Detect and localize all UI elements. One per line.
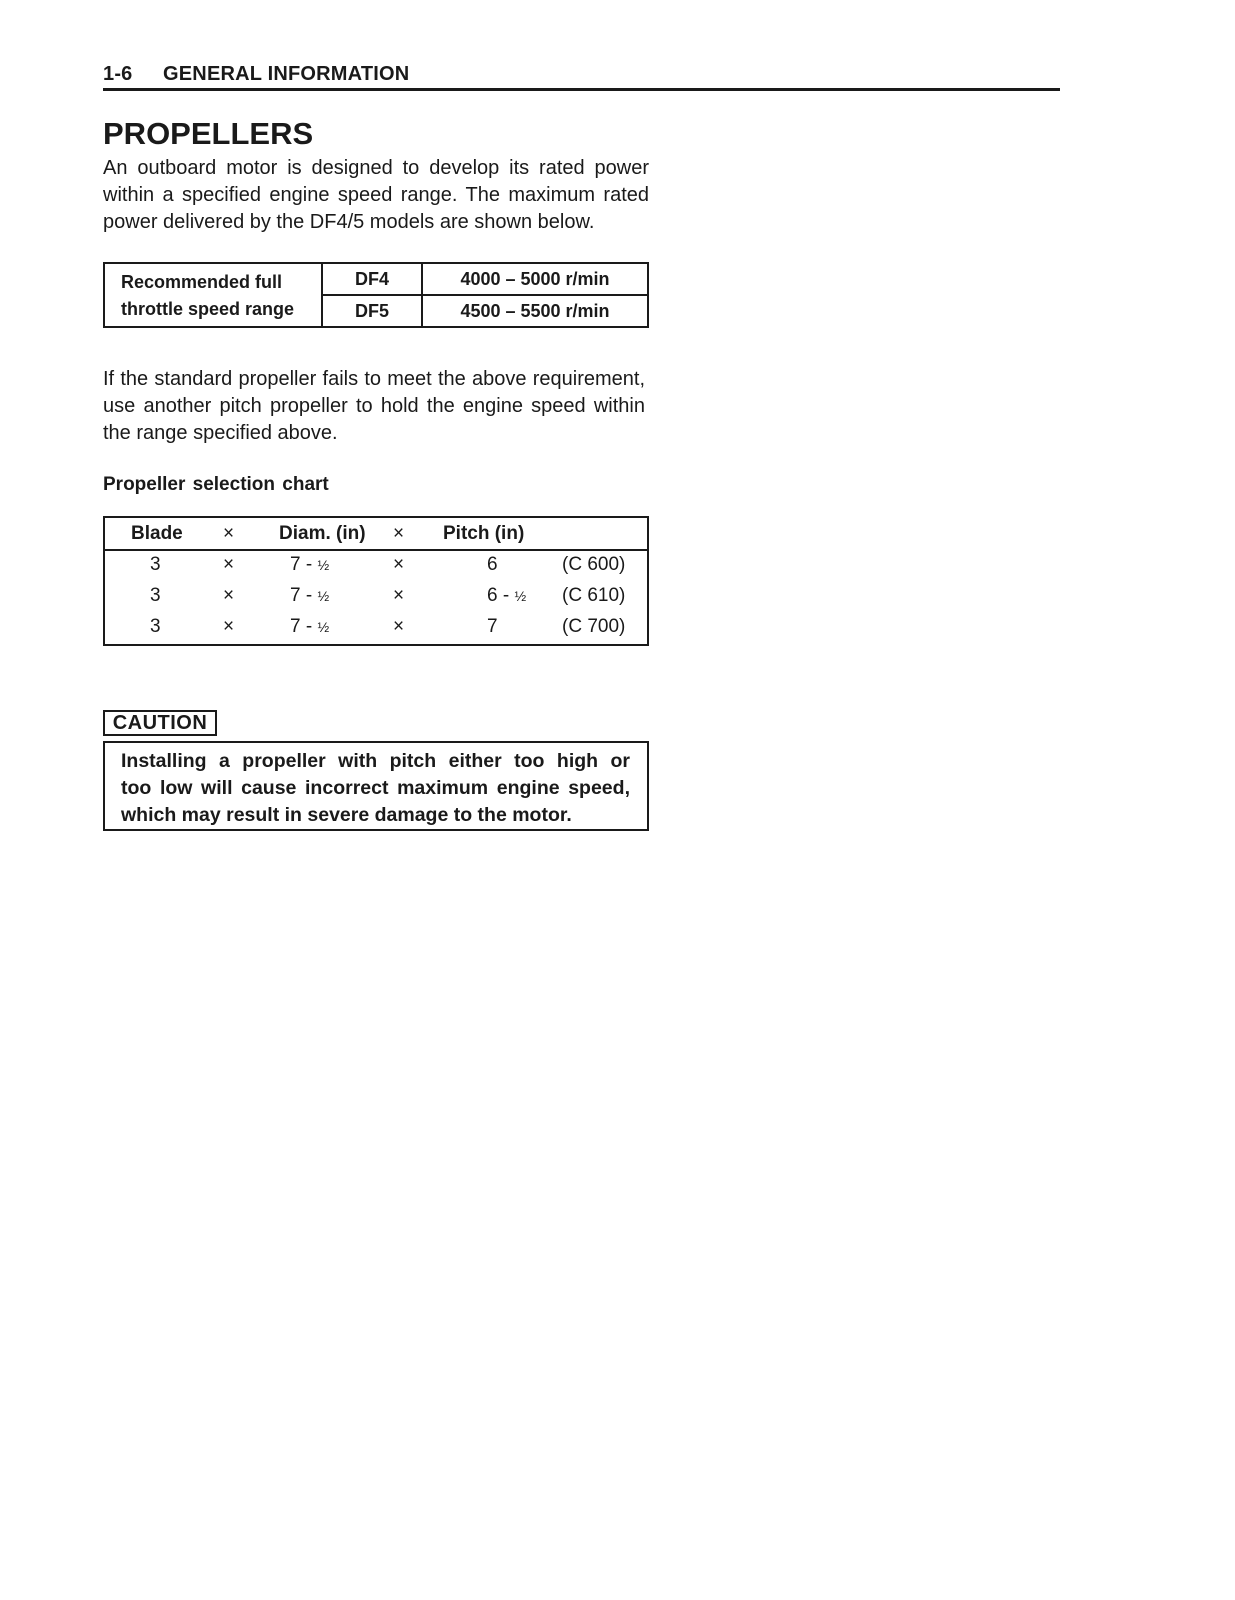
diameter-whole: 7 - [290,616,318,637]
cell-diameter [290,585,329,607]
diameter-fraction: ½ [317,557,330,573]
page-number: 1-6 [103,63,133,85]
cell-pitch [487,554,498,576]
pitch-whole: 6 - [487,585,515,606]
cell-times: × [393,585,405,606]
header-blade: Blade [131,523,183,544]
cell-pitch [487,585,526,607]
speed-range-table [103,262,649,328]
chart-heading: Propeller selection chart [103,474,329,495]
caution-line: Installing a propeller with pitch either too high or [121,750,630,772]
model-cell-df4: DF4 [323,264,423,295]
cell-code: (C 610) [562,585,626,606]
requirement-line: use another pitch propeller to hold the engine speed within [103,395,645,417]
model-cell-df5: DF5 [323,296,423,327]
cell-times: × [393,554,405,575]
caution-label: CAUTION [103,710,217,736]
cell-diameter [290,616,329,638]
speed-label-line: throttle speed range [121,299,295,319]
intro-paragraph [103,155,649,236]
cell-times: × [393,616,405,637]
intro-line: power delivered by the DF4/5 models are shown below. [103,211,595,233]
cell-blade: 3 [150,616,161,637]
caution-box [103,741,649,831]
requirement-line: the range specified above. [103,422,338,444]
diameter-fraction: ½ [317,619,330,635]
intro-line: An outboard motor is designed to develop its rated power [103,157,649,179]
range-cell-df5: 4500 – 5500 r/min [460,301,610,321]
caution-line: too low will cause incorrect maximum engine speed, [121,777,630,799]
diameter-fraction: ½ [317,588,330,604]
cell-code: (C 700) [562,616,626,637]
pitch-whole: 7 [487,616,498,637]
intro-line: within a specified engine speed range. The maximum rated [103,184,649,206]
pitch-whole: 6 [487,554,498,575]
diameter-whole: 7 - [290,585,318,606]
caution-line: which may result in severe damage to the motor. [121,804,572,826]
cell-blade: 3 [150,585,161,606]
page-title: PROPELLERS [103,116,314,151]
header-times: × [393,523,405,544]
page-header [103,62,1060,91]
requirement-paragraph [103,366,645,447]
speed-range-label [105,264,323,326]
section-title: GENERAL INFORMATION [163,63,410,85]
cell-blade: 3 [150,554,161,575]
diameter-whole: 7 - [290,554,318,575]
header-pitch: Pitch (in) [443,523,525,544]
cell-code: (C 600) [562,554,626,575]
cell-times: × [223,554,235,575]
cell-times: × [223,616,235,637]
pitch-fraction: ½ [514,588,527,604]
header-divider [105,549,647,551]
cell-times: × [223,585,235,606]
cell-pitch [487,616,498,638]
requirement-line: If the standard propeller fails to meet the above requirement, [103,368,645,390]
header-diameter: Diam. (in) [279,523,366,544]
cell-diameter [290,554,329,576]
header-times: × [223,523,235,544]
speed-label-line: Recommended full [121,272,283,292]
propeller-selection-table [103,516,649,646]
range-cell-df4: 4000 – 5000 r/min [460,269,610,289]
